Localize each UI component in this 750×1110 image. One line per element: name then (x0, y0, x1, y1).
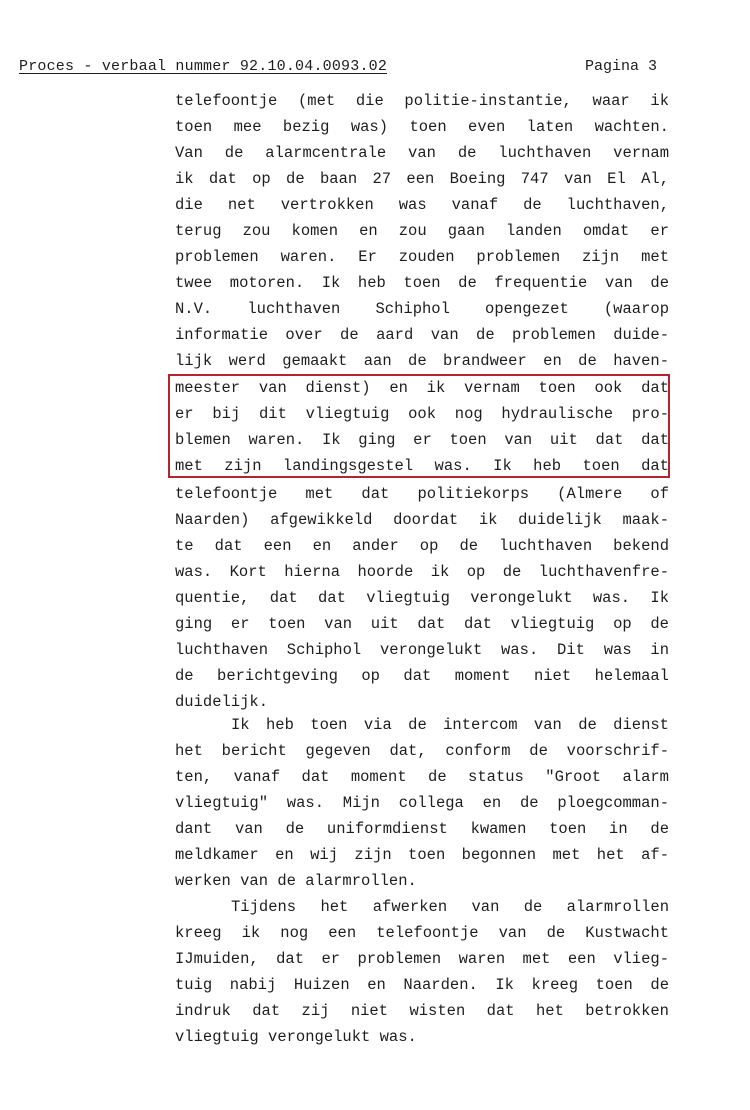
text-line-highlighted: er bij dit vliegtuig ook nog hydraulische pro- (175, 405, 669, 423)
text-line: vliegtuig" was. Mijn collega en de ploegcomman- (175, 794, 669, 812)
text-line: tuig nabij Huizen en Naarden. Ik kreeg toen de (175, 976, 669, 994)
text-line: het bericht gegeven dat, conform de voorschrif- (175, 742, 669, 760)
text-line: te dat een en ander op de luchthaven bekend (175, 537, 669, 555)
text-line: indruk dat zij niet wisten dat het betrokken (175, 1002, 669, 1020)
text-line: luchthaven Schiphol verongelukt was. Dit was in (175, 641, 669, 659)
text-line: twee motoren. Ik heb toen de frequentie van de (175, 274, 669, 292)
text-line: vliegtuig verongelukt was. (175, 1028, 417, 1046)
text-line: problemen waren. Er zouden problemen zijn met (175, 248, 669, 266)
text-line: telefoontje met dat politiekorps (Almere of (175, 485, 669, 503)
text-line: terug zou komen en zou gaan landen omdat er (175, 222, 669, 240)
page-number: Pagina 3 (585, 58, 658, 75)
text-line: telefoontje (met die politie-instantie, waar ik (175, 92, 669, 110)
highlighted-passage (175, 375, 669, 479)
text-line: Tijdens het afwerken van de alarmrollen (231, 898, 669, 916)
text-block-1 (175, 88, 669, 374)
text-line: meldkamer en wij zijn toen begonnen met het af- (175, 846, 669, 864)
text-line: IJmuiden, dat er problemen waren met een vlieg- (175, 950, 669, 968)
text-line: toen mee bezig was) toen even laten wachten. (175, 118, 669, 136)
text-line: die net vertrokken was vanaf de luchthaven, (175, 196, 669, 214)
text-line-highlighted: blemen waren. Ik ging er toen van uit dat dat (175, 431, 669, 449)
text-line: was. Kort hierna hoorde ik op de luchthavenfre- (175, 563, 669, 581)
text-line: lijk werd gemaakt aan de brandweer en de haven- (175, 352, 669, 370)
text-line: ging er toen van uit dat dat vliegtuig op de (175, 615, 669, 633)
text-line: informatie over de aard van de problemen duide- (175, 326, 669, 344)
text-line: N.V. luchthaven Schiphol opengezet (waarop (175, 300, 669, 318)
text-line: Naarden) afgewikkeld doordat ik duidelijk maak- (175, 511, 669, 529)
text-block-2 (175, 481, 669, 715)
text-line-highlighted: met zijn landingsgestel was. Ik heb toen dat (175, 457, 669, 475)
text-line: ik dat op de baan 27 een Boeing 747 van El Al, (175, 170, 669, 188)
document-reference-number: Proces - verbaal nummer 92.10.04.0093.02 (19, 58, 388, 75)
text-line: quentie, dat dat vliegtuig verongelukt was. Ik (175, 589, 669, 607)
text-line: Van de alarmcentrale van de luchthaven vernam (175, 144, 669, 162)
text-line: kreeg ik nog een telefoontje van de Kustwacht (175, 924, 669, 942)
text-line: de berichtgeving op dat moment niet helemaal (175, 667, 669, 685)
text-line: werken van de alarmrollen. (175, 872, 417, 890)
paragraph-status-alarm (175, 712, 669, 894)
text-line: ten, vanaf dat moment de status "Groot alarm (175, 768, 669, 786)
text-line: Ik heb toen via de intercom van de dienst (231, 716, 669, 734)
paragraph-kustwacht (175, 894, 669, 1050)
text-line: dant van de uniformdienst kwamen toen in de (175, 820, 669, 838)
text-line: duidelijk. (175, 693, 269, 711)
text-line-highlighted: meester van dienst) en ik vernam toen ook dat (175, 379, 669, 397)
